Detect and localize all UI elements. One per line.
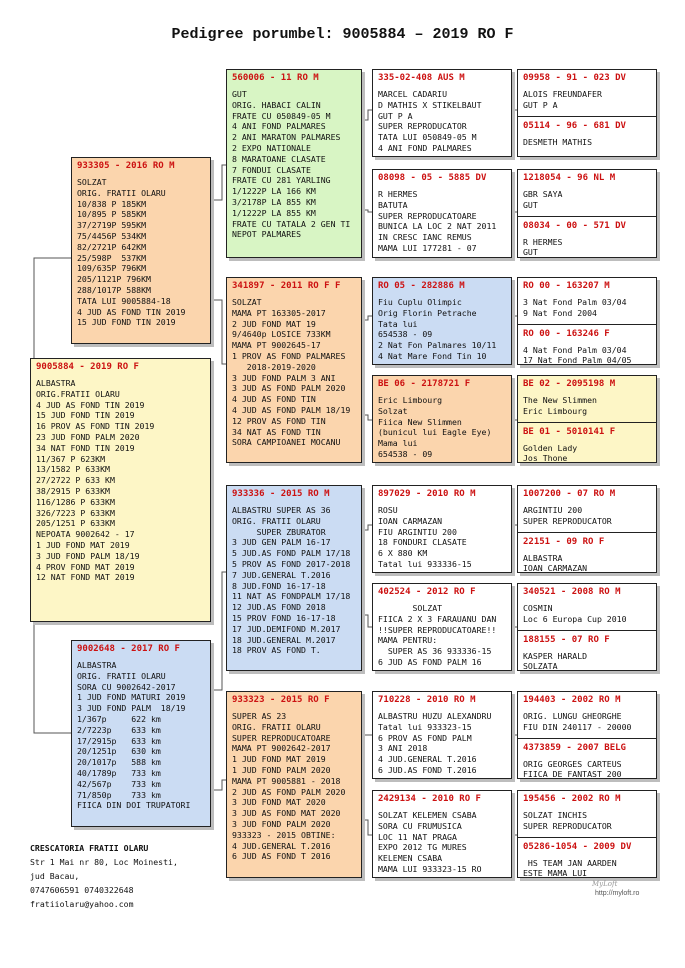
pigeon-detail-line: 6 X 880 KM [378,548,428,559]
pigeon-ring-number: 340521 - 2008 RO M [523,587,621,597]
pigeon-detail-line: KELEMEN CSABA [378,853,443,864]
pigeon-detail-line: MAMA PT 9005881 - 2018 [232,775,341,786]
pigeon-detail-line: SORA CU 9002642-2017 [77,681,176,692]
pigeon-detail-line: Mama lui [378,438,418,449]
pigeon-detail-line: 3 JUD FOND PALM 3 ANI [232,372,336,383]
pigeon-detail-line: 1/1222P LA 855 KM [232,207,316,218]
pigeon-detail-line: SOLZATA [523,661,558,671]
pigeon-detail-line: 6 JUD AS FOND T 2016 [232,851,331,862]
pigeon-detail-line: EXPO 2012 TG MURES [378,842,467,853]
pigeon-ring-number: BE 06 - 2178721 F [378,379,471,389]
pigeon-detail-line: 654538 - 09 [378,448,433,459]
pigeon-ring-number: 194403 - 2002 RO M [523,695,621,705]
pigeon-card-dss[interactable] [372,485,512,573]
pigeon-detail-line: ORIG GEORGES CARTEUS [523,758,622,769]
pigeon-detail-line: GUT [232,89,247,99]
pigeon-ring-number: 195456 - 2002 RO M [523,794,621,804]
pigeon-detail-line: 3 JUD AS FOND PALM 2020 [232,383,346,394]
pigeon-detail-line: 17 JUD.DEMIFOND M.2017 [232,623,341,634]
pigeon-detail-line: 3 JUD FOND MAT 2020 [232,797,326,808]
pigeon-detail-line: 7 FONDUI CLASATE [232,164,311,175]
breeder-info [30,841,178,911]
pigeon-detail-line: 4 PROV FOND MAT 2019 [36,561,135,572]
pigeon-detail-line: SOLZAT [77,177,107,187]
pigeon-detail-line: SUPER REPRODUCATOR [523,820,612,831]
pigeon-detail-line: ALBASTRA [523,552,563,563]
pigeon-detail-line: 20/1017p 588 km [77,757,161,768]
pigeon-detail-line: Fiica New Slimmen [378,416,462,427]
pigeon-detail-line: SUPER AS 36 933336-15 [378,646,492,657]
pigeon-ring-number: 897029 - 2010 RO M [378,489,476,499]
pigeon-detail-line: GUT [523,247,538,258]
pigeon-ring-number: RO 00 - 163246 F [523,328,610,339]
pigeon-detail-line: 4 JUD AS FOND TIN [232,394,316,405]
pigeon-detail-line: FIICA DE FANTAST 200 [523,769,622,779]
pigeon-detail-line: R HERMES [378,189,418,199]
pigeon-detail-line: ALBASTRU HUZU ALEXANDRU [378,711,492,721]
pigeon-detail-line: SUPER REPRODUCATOR [523,515,612,526]
pigeon-detail-line: 205/1251 P 633KM [36,518,115,529]
pigeon-detail-line: Fiu Cuplu Olimpic [378,297,462,307]
pigeon-ring-number: 402524 - 2012 RO F [378,587,476,597]
pigeon-detail-line: FIU ARGINTIU 200 [378,526,457,537]
pigeon-detail-line: ALBASTRA [36,378,76,388]
pigeon-detail-line: ALOIS FREUNDAFER [523,89,602,99]
pigeon-detail-line: ESTE MAMA LUI [523,868,588,878]
pigeon-detail-line: ORIG. FRATII OLARU [77,187,166,198]
pigeon-card-ssd[interactable] [372,169,512,258]
pigeon-detail-line: 11 NAT AS FONDPALM 17/18 [232,591,351,602]
pigeon-detail-line: ARGINTIU 200 [523,505,583,515]
pigeon-detail-line: GUT [523,199,538,210]
pigeon-ring-number: 09958 - 91 - 023 DV [523,73,626,83]
pigeon-detail-line: 9/4640p LOSICE 733KM [232,329,331,340]
pigeon-detail-line: The New Slimmen [523,395,597,405]
pigeon-detail-line: !!SUPER REPRODUCATOARE!! [378,624,497,635]
pigeon-detail-line: SORA CU FRUMUSICA [378,820,462,831]
pigeon-ring-number: 1007200 - 07 RO M [523,489,616,499]
pigeon-detail-line: 10/895 P 585KM [77,209,147,220]
card-separator [518,422,656,423]
pigeon-detail-line: 42/567p 733 km [77,778,161,789]
pigeon-detail-line: ORIG. FRATII OLARU [232,515,321,526]
pigeon-detail-line: 4 ANI FOND PALMARES [232,121,326,132]
pigeon-detail-line: ORIG. FRATII OLARU [77,670,166,681]
pigeon-detail-line: SORA CAMPIOANEI MOCANU [232,437,341,448]
pigeon-ring-number: 2429134 - 2010 RO F [378,794,481,804]
pigeon-detail-line: 40/1789p 733 km [77,767,161,778]
card-separator [518,324,656,325]
pigeon-ring-number: RO 05 - 282886 M [378,281,465,291]
pigeon-detail-line: MAMA PT 163305-2017 [232,307,326,318]
pigeon-detail-line: MAMA PT 9002642-2017 [232,743,331,754]
pigeon-card-dam-dam[interactable] [226,691,362,878]
pigeon-detail-line: 1 JUD FOND MAT 2019 [36,539,130,550]
breeder-name: CRESCATORIA FRATII OLARU [30,843,149,853]
pigeon-detail-line: 15 JUD FOND TIN 2019 [36,410,135,421]
pigeon-card-sire-dam[interactable] [226,277,362,463]
pigeon-ring-number: 9005884 - 2019 RO F [36,362,139,372]
pigeon-detail-line: IN CRESC IANC REMUS [378,232,472,243]
pigeon-detail-line: HS TEAM JAN AARDEN [523,857,617,868]
pigeon-ring-number: BE 01 - 5010141 F [523,426,616,437]
pigeon-detail-line: 4 JUD.GENERAL T.2016 [232,840,331,851]
pigeon-detail-line: FIICA DIN DOI TRUPATORI [77,800,191,811]
pigeon-detail-line: DESMETH MATHIS [523,136,593,147]
pigeon-detail-line: 3 Nat Fond Palm 03/04 [523,297,627,307]
pigeon-detail-line: 1/1222P LA 166 KM [232,186,316,197]
pigeon-detail-line: Loc 6 Europa Cup 2010 [523,613,627,624]
pigeon-card-sire[interactable] [71,157,211,344]
pigeon-card-sdd[interactable] [372,375,512,463]
pigeon-detail-line: FIICA 2 X 3 FARAUANU DAN [378,613,497,624]
pigeon-ring-number: 341897 - 2011 RO F F [232,281,341,291]
pigeon-detail-line: KASPER HARALD [523,650,588,661]
pigeon-detail-line: 3 JUD FOND PALM 18/19 [36,550,140,561]
pigeon-detail-line: FRATE CU TATALA 2 GEN TI [232,218,351,229]
pigeon-detail-line: SOLZAT [378,603,443,613]
pigeon-card-sds[interactable] [372,277,512,365]
pigeon-detail-line: GBR SAYA [523,189,563,199]
pigeon-ring-number: 560006 - 11 RO M [232,73,319,83]
pigeon-detail-line: 3 ANI 2018 [378,743,428,754]
pigeon-card-gen4-8[interactable] [517,790,657,878]
pigeon-detail-line: 3 JUD GEN PALM 16-17 [232,537,331,548]
pigeon-detail-line: 13/1582 P 633KM [36,464,110,475]
pigeon-detail-line: FRATE CU 281 YARLING [232,175,331,186]
breeder-address: Str 1 Mai nr 80, Loc Moinesti, [30,857,178,867]
card-separator [518,116,656,117]
pigeon-detail-line: 3 JUD FOND PALM 2020 [232,818,331,829]
pigeon-card-subject[interactable] [30,358,211,622]
pigeon-card-gen4-4[interactable] [517,375,657,463]
pigeon-detail-line: 5 PROV AS FOND 2017-2018 [232,558,351,569]
pigeon-detail-line: 18 FONDURI CLASATE [378,537,467,548]
pigeon-ring-number: 1218054 - 96 NL M [523,173,616,183]
pigeon-detail-line: 20/1251p 630 km [77,746,161,757]
pigeon-detail-line: 326/7223 P 633KM [36,507,115,518]
pigeon-detail-line: Tata lui [378,318,418,329]
pigeon-card-ddd[interactable] [372,790,512,878]
pigeon-detail-line: 5 JUD.AS FOND PALM 17/18 [232,548,351,559]
pigeon-detail-line: 4 JUD.GENERAL T.2016 [378,754,477,765]
pigeon-card-gen4-5[interactable] [517,485,657,573]
pigeon-detail-line: ORIG. FRATII OLARU [232,721,321,732]
pigeon-detail-line: 205/1121P 796KM [77,274,151,285]
pigeon-card-gen4-6[interactable] [517,583,657,671]
pigeon-ring-number: 933305 - 2016 RO M [77,161,175,171]
pigeon-detail-line: 3/2178P LA 855 KM [232,196,316,207]
pigeon-detail-line: FIU DIN 240117 - 20000 [523,721,632,732]
pigeon-detail-line: 4 JUD AS FOND TIN 2019 [36,399,145,410]
pigeon-detail-line: 34 NAT FOND TIN 2019 [36,442,135,453]
pigeon-detail-line: 1 JUD FOND MATURI 2019 [77,692,186,703]
pigeon-detail-line: 4 JUD AS FOND PALM 18/19 [232,404,351,415]
pigeon-detail-line: 18 PROV AS FOND T. [232,645,321,656]
pigeon-detail-line: 6 JUD AS FOND PALM 16 [378,656,482,667]
pigeon-detail-line: Eric Limbourg [523,405,588,416]
pigeon-detail-line: SUPER ZBURATOR [232,526,326,537]
pigeon-detail-line: MARCEL CADARIU [378,89,448,99]
pigeon-detail-line: IOAN CARMAZAN [378,515,443,526]
pigeon-ring-number: 335-02-408 AUS M [378,73,465,83]
card-separator [518,532,656,533]
pigeon-detail-line: GUT P A [523,99,558,110]
pigeon-card-dam-sire[interactable] [226,485,362,671]
pigeon-detail-line: 4 ANI FOND PALMARES [378,142,472,153]
pigeon-detail-line: 288/1017P 588KM [77,284,151,295]
pigeon-ring-number: 710228 - 2010 RO M [378,695,476,705]
pigeon-detail-line: IOAN CARMAZAN [523,563,588,573]
pigeon-detail-line: 38/2915 P 633KM [36,485,110,496]
pigeon-detail-line: SOLZAT KELEMEN CSABA [378,810,477,820]
pigeon-detail-line: ALBASTRA [77,660,117,670]
pigeon-detail-line: 116/1286 P 633KM [36,496,115,507]
card-separator [518,738,656,739]
pigeon-detail-line: 16 PROV AS FOND TIN 2019 [36,421,155,432]
pigeon-detail-line: 109/635P 796KM [77,263,147,274]
pigeon-detail-line: 1 JUD FOND MAT 2019 [232,754,326,765]
pigeon-detail-line: MAMA LUI 177281 - 07 [378,242,477,253]
pigeon-detail-line: 8 JUD.FOND 16-17-18 [232,580,326,591]
pigeon-detail-line: (bunicul lui Eagle Eye) [378,427,492,438]
pigeon-card-gen4-2[interactable] [517,169,657,258]
pigeon-detail-line: COSMIN [523,603,553,613]
pigeon-detail-line: SOLZAT [232,297,262,307]
pigeon-detail-line: 3 JUD AS FOND MAT 2020 [232,808,341,819]
pigeon-detail-line: Tatal lui 933323-15 [378,721,472,732]
pigeon-detail-line: SUPER REPRODUCATOR [378,121,467,132]
pigeon-ring-number: 4373859 - 2007 BELG [523,742,626,753]
pigeon-detail-line: 10/838 P 185KM [77,198,147,209]
pigeon-ring-number: 22151 - 09 RO F [523,536,605,547]
breeder-county: jud Bacau, [30,871,80,881]
pigeon-ring-number: 05286-1054 - 2009 DV [523,841,632,852]
pigeon-detail-line: ORIG. LUNGU GHEORGHE [523,711,622,721]
pigeon-ring-number: 933336 - 2015 RO M [232,489,330,499]
pigeon-detail-line: BUNICA LA LOC 2 NAT 2011 [378,221,497,232]
pigeon-detail-line: Eric Limbourg [378,395,443,405]
pigeon-detail-line: 82/2721P 642KM [77,241,147,252]
pigeon-detail-line: 34 NAT AS FOND TIN [232,426,321,437]
pigeon-detail-line: GUT P A [378,110,413,121]
pigeon-detail-line: D MATHIS X STIKELBAUT [378,99,482,110]
pigeon-detail-line: 2 JUD FOND MAT 19 [232,318,316,329]
pigeon-detail-line: TATA LUI 9005884-18 [77,295,171,306]
pigeon-detail-line: MAMA LUI 933323-15 RO [378,863,482,874]
breeder-phone: 0747606591 0740322648 [30,885,134,895]
pigeon-ring-number: RO 00 - 163207 M [523,281,610,291]
pigeon-detail-line: 18 JUD.GENERAL M.2017 [232,634,336,645]
pigeon-detail-line: 933323 - 2015 OBTINE: [232,829,336,840]
pigeon-detail-line: LOC 11 NAT PRAGA [378,831,457,842]
pigeon-detail-line: 1 JUD FOND PALM 2020 [232,764,331,775]
pigeon-detail-line: Golden Lady [523,442,578,453]
pigeon-detail-line: 37/2719P 595KM [77,220,147,231]
pigeon-detail-line: 15 JUD FOND TIN 2019 [77,317,176,328]
pigeon-detail-line: Orig Florin Petrache [378,307,477,318]
pigeon-detail-line: 2018-2019-2020 [232,361,316,372]
pigeon-detail-line: NEPOATA 9002642 - 17 [36,529,135,540]
pigeon-detail-line: 15 PROV FOND 16-17-18 [232,612,336,623]
pigeon-detail-line: 3 JUD FOND PALM 18/19 [77,703,186,714]
pigeon-detail-line: 23 JUD FOND PALM 2020 [36,431,140,442]
pigeon-detail-line: TATA LUI 050849-05 M [378,132,477,143]
pigeon-card-dds[interactable] [372,691,512,779]
pigeon-detail-line: 4 Nat Mare Fond Tin 10 [378,350,487,361]
pigeon-card-gen4-7[interactable] [517,691,657,779]
pigeon-detail-line: Jos Thone [523,453,568,463]
pigeon-detail-line: 75/4456P 534KM [77,230,147,241]
pigeon-detail-line: 11/367 P 623KM [36,453,106,464]
pigeon-detail-line: SOLZAT INCHIS [523,810,588,820]
pigeon-detail-line: SUPER AS 23 [232,711,287,721]
pigeon-detail-line: SUPER REPRODUCATOARE [232,732,331,743]
pigeon-card-dsd[interactable] [372,583,512,671]
pigeon-detail-line: 12 PROV AS FOND TIN [232,415,326,426]
pigeon-ring-number: BE 02 - 2095198 M [523,379,616,389]
pigeon-detail-line: BATUTA [378,199,408,210]
pigeon-detail-line: 4 JUD AS FOND TIN 2019 [77,306,186,317]
pigeon-ring-number: 08098 - 05 - 5885 DV [378,173,487,183]
pigeon-detail-line: 17 Nat Fond Palm 04/05 [523,355,632,365]
pigeon-detail-line: 9 Nat Fond 2004 [523,307,597,318]
pigeon-detail-line: ORIG. HABACI CALIN [232,99,321,110]
pigeon-detail-line: 7 JUD.GENERAL T.2016 [232,569,331,580]
pigeon-detail-line: 2/7223p 633 km [77,724,161,735]
pigeon-detail-line: 1 PROV AS FOND PALMARES [232,350,346,361]
pigeon-detail-line: 2 EXPO NATIONALE [232,142,311,153]
page-title: Pedigree porumbel: 9005884 – 2019 RO F [171,26,514,43]
pigeon-detail-line: 12 JUD.AS FOND 2018 [232,602,326,613]
pigeon-detail-line: 27/2722 P 633 KM [36,475,115,486]
pigeon-detail-line: 25/598P 537KM [77,252,147,263]
pigeon-detail-line: 2 ANI MARATON PALMARES [232,132,341,143]
pigeon-ring-number: 188155 - 07 RO F [523,634,610,645]
pigeon-ring-number: 9002648 - 2017 RO F [77,644,180,654]
pigeon-detail-line: ORIG.FRATII OLARU [36,388,120,399]
pigeon-detail-line: 6 PROV AS FOND PALM [378,732,472,743]
card-separator [518,837,656,838]
pigeon-detail-line: R HERMES [523,236,563,247]
pigeon-detail-line: Tatal lui 933336-15 [378,558,472,569]
pigeon-card-dam[interactable] [71,640,211,827]
pigeon-ring-number: 08034 - 00 - 571 DV [523,220,626,231]
pigeon-detail-line: 6 JUD.AS FOND T.2016 [378,764,477,775]
pigeon-detail-line: 2 Nat Fon Palmares 10/11 [378,340,497,351]
card-separator [518,630,656,631]
pigeon-detail-line: 8 MARATOANE CLASATE [232,153,326,164]
pigeon-card-gen4-3[interactable] [517,277,657,365]
pigeon-detail-line: MAMA PT 9002645-17 [232,340,321,351]
pigeon-detail-line: 17/2915p 633 km [77,735,161,746]
pigeon-detail-line: SUPER REPRODUCATOARE [378,210,477,221]
pigeon-detail-line: 12 NAT FOND MAT 2019 [36,572,135,583]
pigeon-detail-line: ALBASTRU SUPER AS 36 [232,505,331,515]
pigeon-ring-number: 933323 - 2015 RO F [232,695,330,705]
pigeon-detail-line: 71/850p 733 km [77,789,161,800]
pigeon-detail-line: NEPOT PALMARES [232,229,302,240]
breeder-email[interactable]: fratiiolaru@yahoo.com [30,899,134,909]
pigeon-detail-line: 654538 - 09 [378,329,433,340]
pigeon-card-gen4-1[interactable] [517,69,657,157]
pigeon-detail-line: FRATE CU 050849-05 M [232,110,331,121]
site-link[interactable]: http://myloft.ro [595,890,640,897]
pigeon-detail-line: ROSU [378,505,398,515]
pigeon-detail-line: 4 Nat Fond Palm 03/04 [523,344,627,355]
pigeon-detail-line: Solzat [378,405,408,416]
pigeon-detail-line: MAMA PENTRU: [378,635,438,646]
pigeon-detail-line: 2 JUD AS FOND PALM 2020 [232,786,346,797]
pigeon-card-sss[interactable] [372,69,512,157]
pigeon-card-sire-sire[interactable] [226,69,362,258]
pigeon-detail-line: 1/367p 622 km [77,713,161,724]
card-separator [518,216,656,217]
pigeon-ring-number: 05114 - 96 - 681 DV [523,120,626,131]
myloft-logo: MyLoft [592,880,618,888]
